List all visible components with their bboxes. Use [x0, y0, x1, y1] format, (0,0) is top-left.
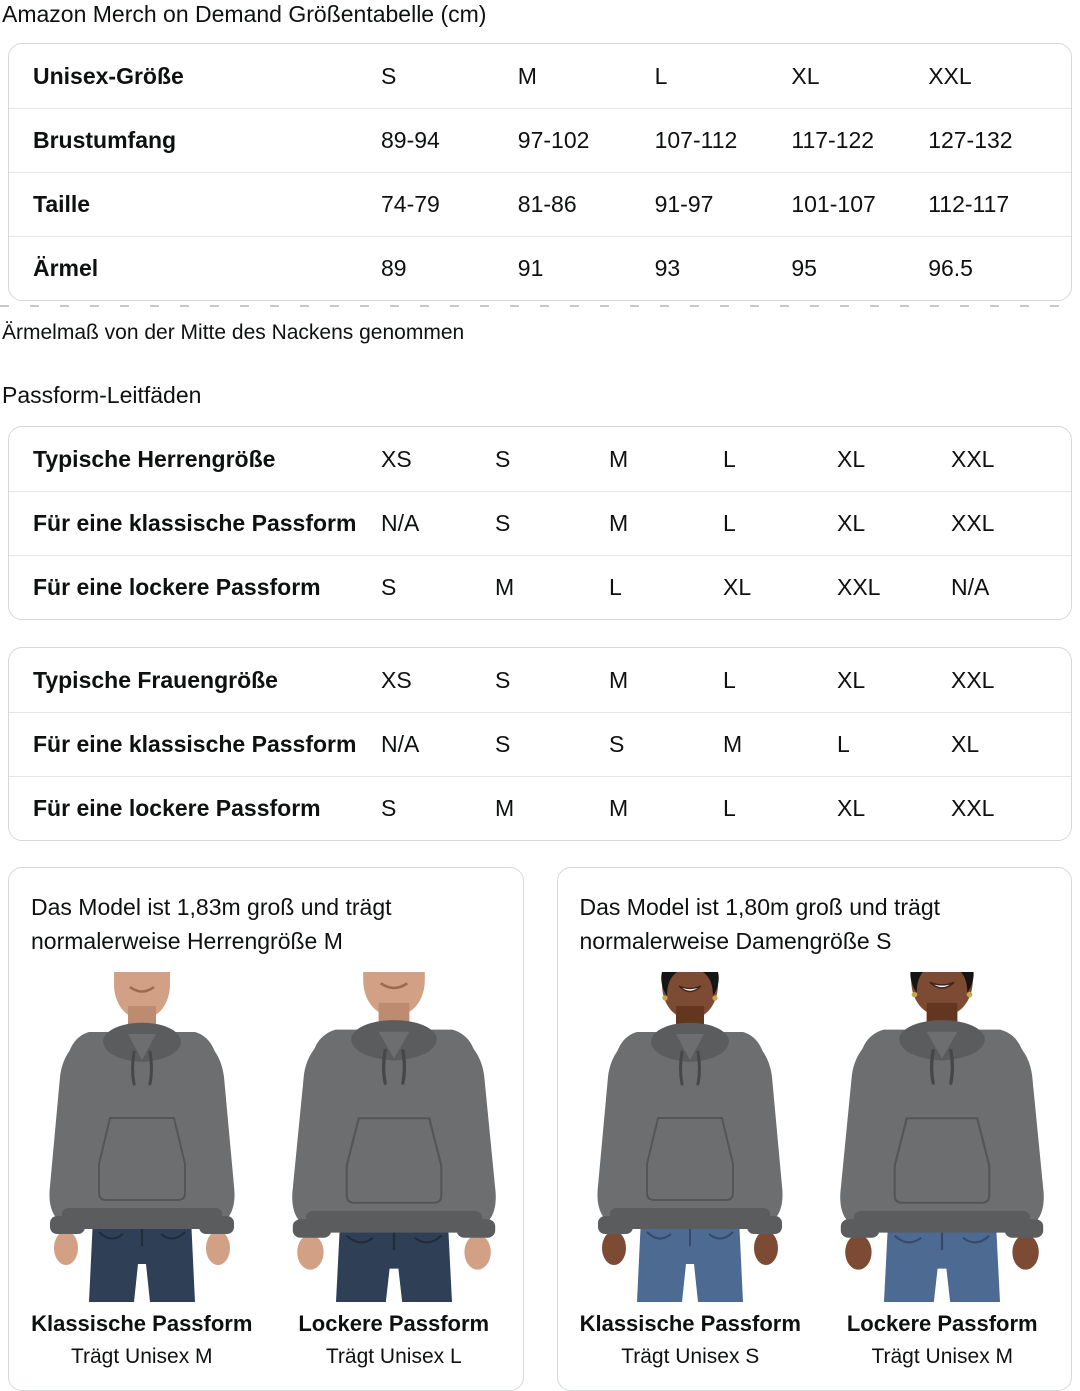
- row-label: Brustumfang: [33, 127, 177, 153]
- figure-caption: [829, 1310, 1055, 1370]
- figure-caption: [577, 1310, 803, 1370]
- cell-value: S: [495, 445, 511, 472]
- cell-value: XXL: [837, 574, 881, 600]
- cell-value: L: [723, 445, 736, 472]
- table-row: [9, 776, 1071, 840]
- row-label: Typische Frauengröße: [33, 666, 278, 693]
- cell-value: S: [381, 62, 397, 89]
- cell-value: N/A: [381, 510, 420, 536]
- model-figure: [29, 972, 255, 1370]
- mens-fit-table: [8, 426, 1072, 620]
- womens-model-card: [557, 867, 1073, 1391]
- female-model-loose-fit-photo: [829, 972, 1055, 1302]
- table-row: [9, 172, 1071, 236]
- row-label: Für eine lockere Passform: [33, 795, 321, 821]
- size-label: Trägt Unisex S: [621, 1345, 760, 1368]
- model-figure: [829, 972, 1055, 1370]
- table-row: [9, 491, 1071, 555]
- size-label: Trägt Unisex M: [871, 1345, 1014, 1368]
- cell-value: L: [723, 795, 736, 821]
- cell-value: 107-112: [654, 127, 738, 153]
- cell-value: M: [517, 62, 537, 89]
- cell-value: M: [723, 731, 743, 757]
- cell-value: XL: [837, 795, 866, 821]
- cell-value: 74-79: [381, 191, 440, 217]
- cell-value: L: [723, 666, 736, 693]
- table-row: [9, 712, 1071, 776]
- table-row: [9, 427, 1071, 491]
- cell-value: L: [609, 574, 622, 600]
- figure-caption: [29, 1310, 255, 1370]
- fit-label: Lockere Passform: [298, 1311, 490, 1336]
- cell-value: 89-94: [381, 127, 440, 153]
- cell-value: M: [609, 445, 629, 472]
- fit-label: Klassische Passform: [31, 1311, 253, 1336]
- fit-guides-heading: Passform-Leitfäden: [2, 382, 202, 408]
- cell-value: S: [609, 731, 625, 757]
- page-title: Amazon Merch on Demand Größentabelle (cm): [2, 1, 487, 27]
- table-row: [9, 555, 1071, 619]
- cell-value: M: [495, 574, 515, 600]
- fit-label: Lockere Passform: [846, 1311, 1038, 1336]
- cell-value: M: [609, 666, 629, 693]
- cell-value: XXL: [951, 666, 995, 693]
- cell-value: M: [495, 795, 515, 821]
- cell-value: XL: [837, 445, 866, 472]
- male-model-loose-fit-photo: [281, 972, 507, 1302]
- cell-value: XL: [837, 666, 866, 693]
- cell-value: N/A: [381, 731, 420, 757]
- cell-value: 101-107: [791, 191, 876, 217]
- cell-value: XXL: [951, 795, 995, 821]
- male-model-classic-fit-photo: [29, 972, 255, 1302]
- size-label: Trägt Unisex M: [70, 1345, 213, 1368]
- cell-value: XL: [837, 510, 866, 536]
- model-figure: [281, 972, 507, 1370]
- cell-value: XL: [951, 731, 980, 757]
- cell-value: XS: [381, 445, 412, 472]
- model-description: Das Model ist 1,80m groß und trägt normalerweise Damengröße S: [579, 894, 940, 954]
- row-label: Ärmel: [33, 255, 99, 281]
- row-label: Für eine klassische Passform: [33, 731, 357, 757]
- table-row: [9, 44, 1071, 108]
- cell-value: XXL: [951, 510, 995, 536]
- cell-value: S: [495, 510, 511, 536]
- table-row: [9, 648, 1071, 712]
- cell-value: M: [609, 795, 629, 821]
- model-figures: [31, 972, 505, 1370]
- row-label: Für eine klassische Passform: [33, 510, 357, 536]
- cell-value: 91-97: [654, 191, 714, 217]
- cell-value: 112-117: [928, 191, 1010, 217]
- cell-value: XXL: [928, 62, 972, 89]
- size-label: Trägt Unisex L: [325, 1345, 462, 1368]
- cell-value: S: [495, 666, 511, 693]
- cell-value: XS: [381, 666, 412, 693]
- cell-value: XXL: [951, 445, 995, 472]
- figure-caption: [281, 1310, 507, 1370]
- female-model-classic-fit-photo: [577, 972, 803, 1302]
- row-label: Taille: [33, 191, 91, 217]
- womens-fit-table: [8, 647, 1072, 841]
- cell-value: L: [837, 731, 850, 757]
- cell-value: 97-102: [517, 127, 590, 153]
- row-label: Unisex-Größe: [33, 62, 184, 89]
- cell-value: S: [495, 731, 511, 757]
- cell-value: XL: [723, 574, 752, 600]
- model-figures: [580, 972, 1054, 1370]
- fit-label: Klassische Passform: [579, 1311, 801, 1336]
- model-cards-row: [8, 867, 1072, 1391]
- cell-value: S: [381, 574, 397, 600]
- cell-value: S: [381, 795, 397, 821]
- model-description: Das Model ist 1,83m groß und trägt normalerweise Herrengröße M: [31, 894, 392, 954]
- cell-value: L: [654, 62, 668, 89]
- cell-value: XL: [791, 62, 820, 89]
- cell-value: L: [723, 510, 736, 536]
- model-figure: [577, 972, 803, 1370]
- cell-value: 93: [654, 255, 681, 281]
- dashed-divider: [0, 305, 1080, 307]
- table-row: [9, 236, 1071, 300]
- cell-value: 96.5: [928, 255, 973, 281]
- row-label: Typische Herrengröße: [33, 445, 276, 472]
- table-row: [9, 108, 1071, 172]
- mens-model-card: [8, 867, 524, 1391]
- cell-value: M: [609, 510, 629, 536]
- row-label: Für eine lockere Passform: [33, 574, 321, 600]
- cell-value: 117-122: [791, 127, 875, 153]
- unisex-size-table: [8, 43, 1072, 301]
- cell-value: 95: [791, 255, 817, 281]
- sleeve-note: Ärmelmaß von der Mitte des Nackens genommen: [2, 321, 465, 344]
- cell-value: 81-86: [517, 191, 577, 217]
- cell-value: N/A: [951, 574, 990, 600]
- cell-value: 91: [517, 255, 544, 281]
- cell-value: 89: [381, 255, 407, 281]
- cell-value: 127-132: [928, 127, 1013, 153]
